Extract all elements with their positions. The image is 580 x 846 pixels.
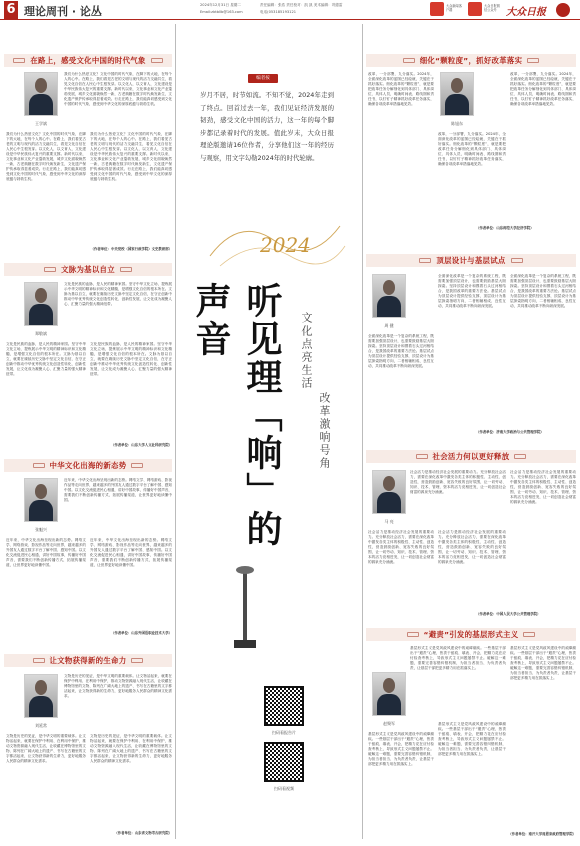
title-ornament-icon	[523, 632, 535, 637]
qr-caption-video: 扫码看视频	[274, 786, 294, 791]
newspaper-logo: 大众日报	[506, 7, 546, 18]
title-ornament-icon	[131, 658, 143, 663]
editor-note-badge: 编者按	[248, 74, 278, 83]
title-ornament-icon	[407, 632, 419, 637]
year-ornament	[200, 196, 350, 286]
main-headline-text: 听见理「响」的声音	[190, 282, 283, 548]
right-article2-body-b: 全面深化改革是一个复杂的系统工程，既需要加强顶层设计，也需要鼓励基层大胆探索。坚持顶层设计和摸着石头过河相结合，是我国改革的重要方法论。基层试点为顶层设计提供经验支撑，顶层设计为基层探索指明方向，二者相辅相成、良性互动，共同推动改革不断向纵深发展。	[438, 274, 506, 309]
right-article3-title-bar	[366, 450, 576, 463]
logo-emblem	[556, 3, 570, 17]
title-ornament-icon	[527, 58, 539, 63]
section-name: 理论周刊 · 论丛	[24, 5, 102, 18]
right-article2-title-bar	[366, 254, 576, 267]
wechat-badge	[468, 2, 482, 16]
left-article2-author-photo	[24, 282, 58, 326]
title-ornament-icon	[514, 454, 526, 459]
divider-right	[362, 24, 363, 839]
left-article4-body-b: 文物是历史的见证，是中华文明的重要载体。让文物活起来，就要在保护中利用、在利用中保护，推动文物资源融入现代生活，让收藏在博物馆里的文物、陈列在广阔大地上的遗产、书写在古籍里的文字都活起来，让文物获得新的生命力，更好地服务人民群众的精神文化需求。	[6, 734, 86, 764]
right-article1-title-bar	[366, 54, 576, 67]
title-ornament-icon	[13, 58, 25, 63]
right-article1-author-photo	[440, 72, 474, 116]
wechat-badge-label: 大众日报微信公众号	[484, 4, 500, 12]
right-article2-title: 顶层设计与基层试点	[436, 256, 506, 265]
title-ornament-icon	[131, 463, 143, 468]
title-ornament-icon	[120, 267, 132, 272]
title-ornament-icon	[33, 658, 45, 663]
right-article1-author-name: 陈旭东	[451, 121, 463, 126]
left-article3-title: 中华文化出海的新态势	[49, 461, 127, 470]
left-article3-body-c: 近年来，中华文化出海呈现出新的态势。网络文学、网络游戏、影视作品等走向世界，越来越多的外国友人通过数字平台了解中国、感知中国。以文化交流促进民心相通，讲好中国故事，传播好中国声音，需要我们不断创新传播方式，拓展传播渠道，让世界更好地读懂中国。	[90, 538, 172, 568]
title-ornament-icon	[151, 58, 163, 63]
right-article4-author-name: 赵聚军	[383, 721, 395, 726]
left-article4-title-bar	[4, 654, 172, 667]
left-article1-title: 在路上，感受文化中国的时代气象	[30, 56, 146, 65]
issue-date: 2024年12月31日 星期二	[200, 3, 241, 7]
left-article4-author-photo	[24, 674, 58, 718]
right-article3-source: （作者单位：中国人民大学公共管理学院）	[476, 612, 541, 616]
right-article3-body-d: 社会活力是推动经济社会发展的重要动力。充分释放社会活力，需要在深化改革中激发各类主体的积极性、主动性、创造性，营造鼓励创新、宽容失败的良好氛围，让一切劳动、知识、技术、管理、资本的活力竞相迸发，让一切创造社会财富的源泉充分涌流。	[510, 470, 576, 505]
left-article4-author-name: 刘延常	[35, 723, 47, 728]
left-article3-title-bar	[4, 459, 172, 472]
right-article3-body-b: 社会活力是推动经济社会发展的重要动力。充分释放社会活力，需要在深化改革中激发各类主体的积极性、主动性、创造性，营造鼓励创新、宽容失败的良好氛围，让一切劳动、知识、技术、管理、资本的活力竞相迸发，让一切创造社会财富的源泉充分涌流。	[368, 530, 434, 565]
right-article3-title: 社会活力何以更好释放	[432, 452, 510, 461]
left-article1-author-photo	[24, 72, 58, 116]
subtitle-reform: 改革激响号角	[318, 392, 331, 470]
right-article1-body-a: 改革，一分部署，九分落实。2024年，全面深化改革的蓝图已经绘就，关键在于抓好落实。细化改革的“颗粒度”，就是要把改革任务分解细化到具体部门、具体岗位、具体人员，明确时间表、路线图和责任书，以钉钉子精神抓好改革任务落实，确保各项改革举措落地见效。	[368, 72, 434, 107]
title-ornament-icon	[511, 258, 523, 263]
masthead	[0, 0, 580, 20]
left-article3-author-photo	[24, 478, 58, 522]
right-article4-body-d: 基层形式主义是党风政风建设中的顽瘴痼疾。一些基层干部出于“避责”心理，热衷于留痕、填表、开会，把精力花在应付检查考核上，导致形式主义问题屡禁不止。破解这一难题，需要完善容错纠错机制，为担当者担当、为负责者负责，让基层干部把更多精力用在抓落实上。	[510, 646, 576, 681]
right-article2-body-a: 全面深化改革是一个复杂的系统工程，既需要加强顶层设计，也需要鼓励基层大胆探索。坚持顶层设计和摸着石头过河相结合，是我国改革的重要方法论。基层试点为顶层设计提供经验支撑，顶层设计为基层探索指明方向，二者相辅相成、良性互动，共同推动改革不断向纵深发展。	[368, 334, 434, 369]
subtitle-culture: 文化点亮生活	[300, 312, 313, 390]
left-article2-body-a: 文化是民族的血脉，是人民的精神家园。坚守中华文化立场，提炼展示中华文明的精神标识和文化精髓，是增强文化自信的根本所在。文脉为基以自立，就要在赓续历史文脉中坚定文化自信，在守正创新中推动中华优秀传统文化创造性转化、创新性发展，让文化成为凝聚人心、汇聚力量的强大精神纽带。	[64, 282, 172, 307]
right-article4-title-bar	[366, 628, 576, 641]
right-article2-author-photo	[372, 274, 406, 318]
left-article2-body-b: 文化是民族的血脉，是人民的精神家园。坚守中华文化立场，提炼展示中华文明的精神标识和文化精髓，是增强文化自信的根本所在。文脉为基以自立，就要在赓续历史文脉中坚定文化自信，在守正创新中推动中华优秀传统文化创造性转化、创新性发展，让文化成为凝聚人心、汇聚力量的强大精神纽带。	[6, 342, 86, 377]
editor-note-text: 岁月不居，时节如流。不知不觉，2024年走到了终点。回首过去一年，我们见证经济发展的韧劲，感受文化中国的活力，这一年的每个脚步都记录着时代的发展。值此岁末，大众日报理论版邀请16位作者，分享他们这一年的经历与观察，用文字勾勒2024年的时代轮廓。	[200, 91, 334, 162]
qr-code-video-report[interactable]	[264, 686, 304, 726]
left-article2-body-c: 文化是民族的血脉，是人民的精神家园。坚守中华文化立场，提炼展示中华文明的精神标识和文化精髓，是增强文化自信的根本所在。文脉为基以自立，就要在赓续历史文脉中坚定文化自信，在守正创新中推动中华优秀传统文化创造性转化、创新性发展，让文化成为凝聚人心、汇聚力量的强大精神纽带。	[90, 342, 172, 377]
left-article3-source: （作者单位：山东外国语职业技术大学）	[110, 631, 172, 635]
right-article2-source: （作者单位：济南大学政治与公共管理学院）	[476, 430, 544, 434]
right-article3-body-c: 社会活力是推动经济社会发展的重要动力。充分释放社会活力，需要在深化改革中激发各类主体的积极性、主动性、创造性，营造鼓励创新、宽容失败的良好氛围，让一切劳动、知识、技术、管理、资本的活力竞相迸发，让一切创造社会财富的源泉充分涌流。	[438, 530, 506, 565]
left-article2-author-name: 郑敬斌	[35, 331, 47, 336]
left-article1-body-a: 我们为什么热爱文化？文化中国的时代气象，在脚下的大地，在每个人的心中。在路上，我们看见古老的文明与现代的活力交融共生，看见文化自信在人民心中生根发芽。以文化人，以文育人，文化建设是中华民族伟大复兴的重要支撑。新时代以来，文化事业和文化产业蓬勃发展，城乡文化面貌焕然一新，古老典籍在数字时代焕发新生，文化遗产保护传承取得显著成效。行走在路上，我们能真切感受到文化中国的时代气象，感受到中华文化的深厚底蕴与勃勃生机。	[64, 72, 172, 107]
right-article4-body-b: 基层形式主义是党风政风建设中的顽瘴痼疾。一些基层干部出于“避责”心理，热衷于留痕、填表、开会，把精力花在应付检查考核上，导致形式主义问题屡禁不止。破解这一难题，需要完善容错纠错机制，为担当者担当、为负责者负责，让基层干部把更多精力用在抓落实上。	[368, 732, 434, 767]
year-mark: 2024	[260, 233, 311, 257]
gramophone-icon	[230, 560, 260, 650]
left-article3-author-name: 张魁兴	[35, 527, 47, 532]
right-article1-title: 细化“颗粒度”，抓好改革落实	[419, 56, 523, 65]
left-article4-body-c: 文物是历史的见证，是中华文明的重要载体。让文物活起来，就要在保护中利用、在利用中保护，推动文物资源融入现代生活，让收藏在博物馆里的文物、陈列在广阔大地上的遗产、书写在古籍里的文字都活起来，让文物获得新的生命力，更好地服务人民群众的精神文化需求。	[90, 734, 172, 764]
left-article2-title-bar	[4, 263, 172, 276]
left-article3-body-b: 近年来，中华文化出海呈现出新的态势。网络文学、网络游戏、影视作品等走向世界，越来越多的外国友人通过数字平台了解中国、感知中国。以文化交流促进民心相通，讲好中国故事，传播好中国声音，需要我们不断创新传播方式，拓展传播渠道，让世界更好地读懂中国。	[6, 538, 86, 568]
title-ornament-icon	[419, 258, 431, 263]
left-article4-body-a: 文物是历史的见证，是中华文明的重要载体。让文物活起来，就要在保护中利用、在利用中保护，推动文物资源融入现代生活，让收藏在博物馆里的文物、陈列在广阔大地上的遗产、书写在古籍里的文字都活起来，让文物获得新的生命力，更好地服务人民群众的精神文化需求。	[64, 674, 172, 699]
right-article1-body-c: 改革，一分部署，九分落实。2024年，全面深化改革的蓝图已经绘就，关键在于抓好落实。细化改革的“颗粒度”，就是要把改革任务分解细化到具体部门、具体岗位、具体人员，明确时间表、路线图和责任书，以钉钉子精神抓好改革任务落实，确保各项改革举措落地见效。	[510, 72, 576, 107]
contact-phone: 电话(053185193121	[260, 10, 297, 14]
left-article3-body-a: 近年来，中华文化出海呈现出新的态势。网络文学、网络游戏、影视作品等走向世界，越来越多的外国友人通过数字平台了解中国、感知中国。以文化交流促进民心相通，讲好中国故事，传播好中国声音，需要我们不断创新传播方式，拓展传播渠道，让世界更好地读懂中国。	[64, 478, 172, 503]
right-article3-author-name: 马 亮	[384, 519, 394, 524]
left-article1-source: （作者单位：中央党校（国家行政学院）文史教研部）	[90, 247, 172, 251]
divider-left	[175, 24, 176, 839]
client-badge-label: 大众新闻客户端	[446, 4, 462, 12]
gramophone-illustration	[230, 560, 260, 650]
title-ornament-icon	[403, 58, 415, 63]
right-article2-author-name: 周 健	[384, 323, 394, 328]
right-article3-author-photo	[372, 470, 406, 514]
left-article1-body-c: 我们为什么热爱文化？文化中国的时代气象，在脚下的大地，在每个人的心中。在路上，我们看见古老的文明与现代的活力交融共生，看见文化自信在人民心中生根发芽。以文化人，以文育人，文化建设是中华民族伟大复兴的重要支撑。新时代以来，文化事业和文化产业蓬勃发展，城乡文化面貌焕然一新，古老典籍在数字时代焕发新生，文化遗产保护传承取得显著成效。行走在路上，我们能真切感受到文化中国的时代气象，感受到中华文化的深厚底蕴与勃勃生机。	[90, 132, 172, 182]
right-article2-body-c: 全面深化改革是一个复杂的系统工程，既需要加强顶层设计，也需要鼓励基层大胆探索。坚持顶层设计和摸着石头过河相结合，是我国改革的重要方法论。基层试点为顶层设计提供经验支撑，顶层设计为基层探索指明方向，二者相辅相成、良性互动，共同推动改革不断向纵深发展。	[510, 274, 576, 309]
right-article4-author-photo	[372, 672, 406, 716]
right-article4-source: （作者单位：南开大学周恩来政府管理学院）	[508, 832, 576, 836]
left-article1-body-b: 我们为什么热爱文化？文化中国的时代气象，在脚下的大地，在每个人的心中。在路上，我们看见古老的文明与现代的活力交融共生，看见文化自信在人民心中生根发芽。以文化人，以文育人，文化建设是中华民族伟大复兴的重要支撑。新时代以来，文化事业和文化产业蓬勃发展，城乡文化面貌焕然一新，古老典籍在数字时代焕发新生，文化遗产保护传承取得显著成效。行走在路上，我们能真切感受到文化中国的时代气象，感受到中华文化的深厚底蕴与勃勃生机。	[6, 132, 86, 182]
right-article1-body-b: 改革，一分部署，九分落实。2024年，全面深化改革的蓝图已经绘就，关键在于抓好落实。细化改革的“颗粒度”，就是要把改革任务分解细化到具体部门、具体岗位、具体人员，明确时间表、路线图和责任书，以钉钉子精神抓好改革任务落实，确保各项改革举措落地见效。	[438, 132, 506, 167]
contact-email: Email:zbtbllb@163.com	[200, 10, 243, 14]
left-article1-author-name: 王学斌	[35, 121, 47, 126]
right-article1-source: （作者单位：山东师范大学经济学院）	[476, 226, 534, 230]
title-ornament-icon	[33, 463, 45, 468]
client-badge	[430, 2, 444, 16]
qr-caption-report: 扫码看报告片	[272, 730, 296, 735]
left-article2-title: 文脉为基以自立	[61, 265, 115, 274]
left-article2-source: （作者单位：山东大学人文社科研究院）	[110, 443, 172, 447]
left-article4-source: （作者单位：山东省文物考古研究院）	[114, 831, 172, 835]
title-ornament-icon	[416, 454, 428, 459]
main-headline	[190, 282, 288, 552]
right-article4-body-a: 基层形式主义是党风政风建设中的顽瘴痼疾。一些基层干部出于“避责”心理，热衷于留痕、填表、开会，把精力花在应付检查考核上，导致形式主义问题屡禁不止。破解这一难题，需要完善容错纠错机制，为担当者担当、为负责者负责，让基层干部把更多精力用在抓落实上。	[410, 646, 506, 671]
right-article4-title: “避责”引发的基层形式主义	[423, 630, 519, 639]
title-ornament-icon	[44, 267, 56, 272]
page-number: 6	[4, 1, 18, 19]
right-article4-body-c: 基层形式主义是党风政风建设中的顽瘴痼疾。一些基层干部出于“避责”心理，热衷于留痕、填表、开会，把精力花在应付检查考核上，导致形式主义问题屡禁不止。破解这一难题，需要完善容错纠错机制，为担当者担当、为负责者负责，让基层干部把更多精力用在抓落实上。	[438, 722, 506, 757]
gold-2024-lettering-icon	[200, 196, 350, 286]
qr-code-video[interactable]	[264, 742, 304, 782]
right-article3-body-a: 社会活力是推动经济社会发展的重要动力。充分释放社会活力，需要在深化改革中激发各类主体的积极性、主动性、创造性，营造鼓励创新、宽容失败的良好氛围，让一切劳动、知识、技术、管理、资本的活力竞相迸发，让一切创造社会财富的源泉充分涌流。	[410, 470, 506, 495]
left-article4-title: 让文物获得新的生命力	[49, 656, 127, 665]
editor-roles: 责任编辑：张浩 责任校对：凯 凯 美术编辑：巩德雷	[260, 3, 343, 7]
left-article1-title-bar	[4, 54, 172, 67]
